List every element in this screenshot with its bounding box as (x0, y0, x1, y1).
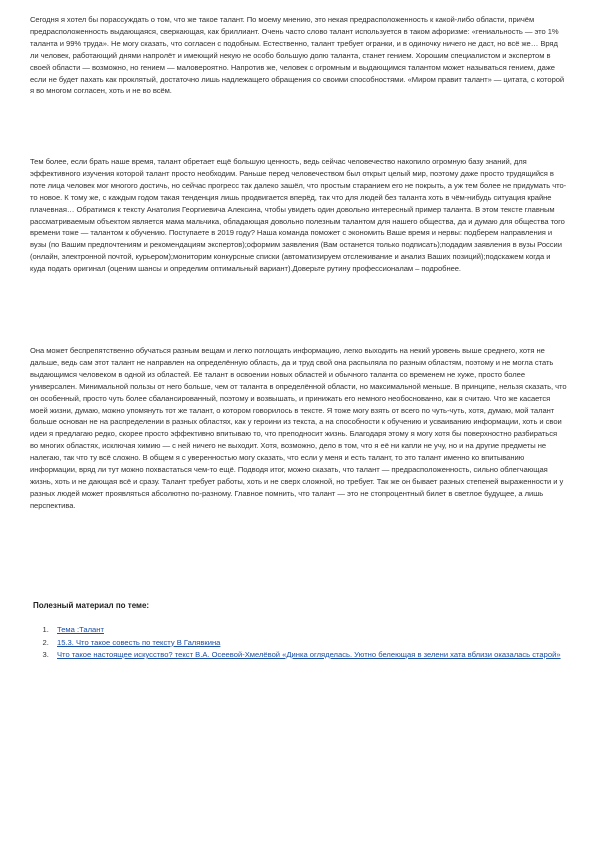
related-link-conscience[interactable]: 15.3. Что такое совесть по тексту В Галявкина (57, 637, 221, 647)
related-link-talent[interactable]: Тема :Талант (57, 625, 104, 634)
list-item (51, 637, 567, 649)
list-item (51, 624, 567, 636)
article-paragraph-3: Она может беспрепятственно обучаться разным вещам и легко поглощать информацию, легко выходить на некий уровень выше среднего, хотя не дальше, ведь сам этот талант не направлен на определённую область, да и труд свой она распыляла по разным областям, поэтому и не могла стать выдающимся человеком в одной из областей. Её талант в освоении новых областей и обычного таланта со временем не хуже, просто более универсален. Минимальной пользы от него больше, чем от таланта в определённой области, но максимальной меньше. В принципе, нельзя сказать, что он особенный, просто чуть более сбалансированный, поэтому и возвышать, и принижать его немного необоснованно, как я считаю. Что же касается моей жизни, думаю, можно упомянуть тот же талант, о котором говорилось в тексте. Я тоже могу взять от всего по чуть-чуть, хотя, думаю, мой талант больше основан не на распределении в разных областях, как у героини из текста, а на способности к обучению и усваиванию информации, хоть и свои идеи я предлагаю редко, скорее просто эффективно впитываю то, что преподносит жизнь. Благодаря этому я могу хотя бы поверхностно разбираться во многих областях, исключая химию — с ней ничего не выходит. Хотя, возможно, дело в том, что я её ни капли не учу, но и на другие предметы не налегаю, так что ту всё сложно. В общем я с уверенностью могу сказать, что если у меня и есть талант, то это талант именно ко впитыванию информации, вряд ли тут можно похвастаться чем-то ещё. Подводя итог, можно сказать, что талант — предрасположенность, сильно облегчающая жизнь, хоть и не дающая всё и сразу. Талант требует работы, хоть и не сверх сложной, но требует. Так же он бывает разных степеней выраженности и у разных людей может проявляться абсолютно по-разному. Главное помнить, что талант — это не стопроцентный билет в светлое будущее, а лишь перспектива. (30, 346, 567, 510)
list-item (51, 649, 567, 661)
useful-material-section (33, 600, 567, 662)
useful-material-title: Полезный материал по теме: (33, 601, 150, 610)
article-paragraph-1: Сегодня я хотел бы порассуждать о том, что же такое талант. По моему мнению, это некая предрасположенность к какой-либо области, причём предрасположенность выдающаяся, сверкающая, как бриллиант. Очень часто слово талант используется в таком афоризме: «гениальность — это 1% таланта и 99% труда». Не могу сказать, что согласен с подобным. Естественно, талант требует огранки, и в одиночку ничего не даст, но всё же… Вряд ли человек, работающий днями напролёт и имеющий некую не особо большую долю таланта, станет гением. Хорошим специалистом и экспертом в своей области — возможно, но гением — маловероятно. Напротив же, человек с огромным и выдающимся талантом может называться гением, даже если не будет пахать как проклятый, достаточно лишь надлежащего обращения со своими способностями. «Миром правит талант» — цитата, с которой я во многом согласен, хоть и не во всём. (30, 15, 565, 96)
related-link-art[interactable]: Что такое настоящее искусство? текст В.А. Осеевой-Хмелёвой «Динка огляделась. Уютно белеющая в зелени хата вблизи оказалась старой» (57, 650, 561, 659)
article-paragraph-2: Тем более, если брать наше время, талант обретает ещё большую ценность, ведь сейчас человечество накопило огромную базу знаний, для эффективного изучения которой талант просто необходим. Раньше перед человечеством был открыт целый мир, поэтому даже просто трудящийся в поте лица человек мог многого достичь, но сейчас прогресс так далеко зашёл, что простым старанием его не покрыть, а уж тем более не придумать что-то новое. К тому же, с каждым годом такая тенденция лишь продвигается вперёд, так что для людей без таланта хоть в чём-нибудь ситуация крайне плачевная… Обратимся к тексту Анатолия Георгиевича Алексина, чтобы увидеть один довольно интересный пример таланта. В этом тексте главным рассматриваемым объектом является мама мальчика, обладающая довольно полезным талантом для нашего общества, да и думаю для общества того времени тоже — талантом к обучению. Поступаете в 2019 году? Наша команда поможет с экономить Ваше время и нервы: подберем направления и вузы (по Вашим предпочтениям и рекомендациям экспертов);оформим заявления (Вам останется только подписать);подадим заявления в вузы России (онлайн, электронной почтой, курьером);мониторим конкурсные списки (автоматизируем отслеживание и анализ Ваших позиций);подскажем когда и куда подать оригинал (оценим шансы и определим оптимальный вариант).Доверьте рутину профессионалам – подробнее. (30, 157, 567, 274)
useful-links-list (33, 624, 567, 661)
